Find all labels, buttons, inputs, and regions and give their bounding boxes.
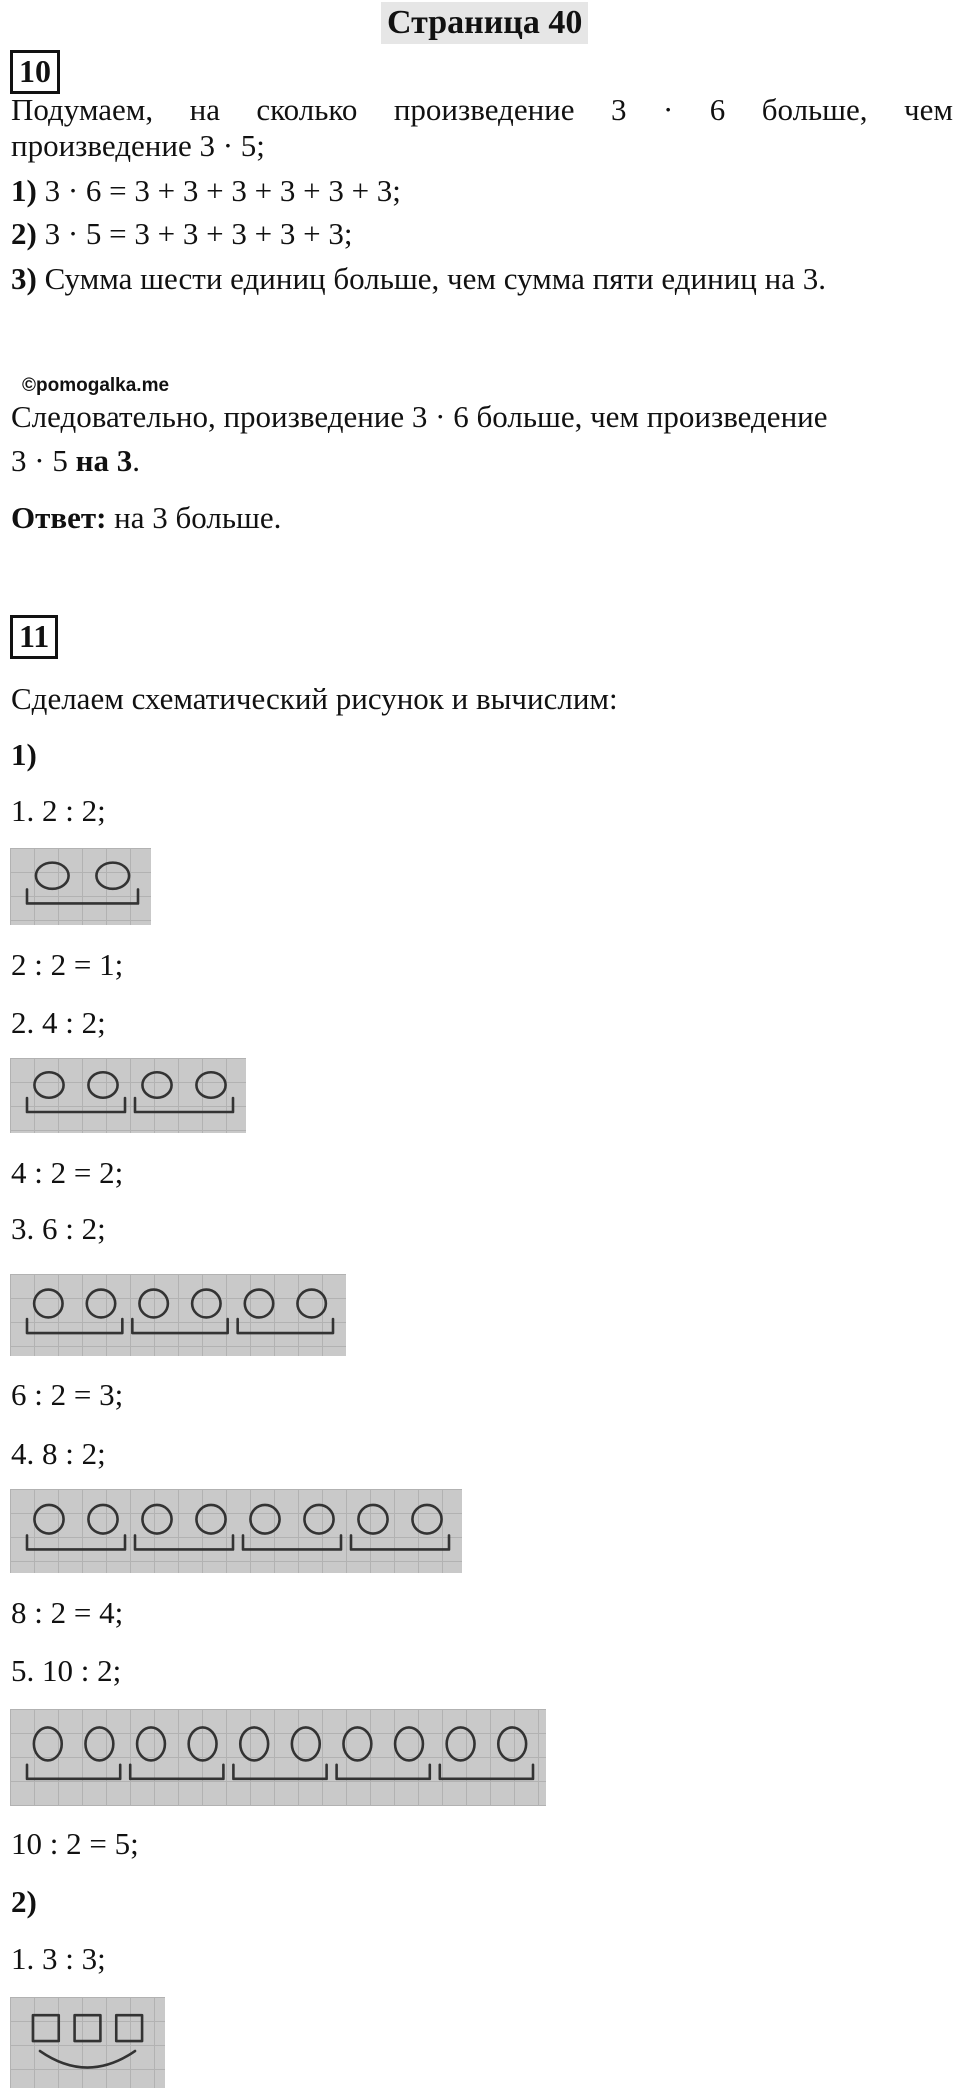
circle-mark: [34, 1505, 63, 1534]
item-4-drawing: [10, 1489, 462, 1573]
part2-item-1-expr: 1. 3 : 3;: [11, 1941, 106, 1976]
circle-mark: [304, 1505, 333, 1534]
task-10-step1-text: 3 · 6 = 3 + 3 + 3 + 3 + 3 + 3;: [36, 173, 401, 208]
group-bracket: [27, 1319, 122, 1333]
item-2-result: 4 : 2 = 2;: [11, 1155, 124, 1190]
group-bracket: [233, 1765, 326, 1779]
task-11-part1-label: [11, 736, 37, 774]
group-bracket: [351, 1535, 449, 1549]
square-mark: [33, 2015, 59, 2041]
circle-mark: [34, 1072, 63, 1098]
circles-drawing-svg: [10, 1058, 246, 1133]
circles-drawing-svg: [10, 848, 151, 925]
square-mark: [75, 2015, 101, 2041]
item-5-result: 10 : 2 = 5;: [11, 1826, 139, 1861]
item-2-expr: 2. 4 : 2;: [11, 1005, 106, 1040]
circle-mark: [96, 863, 129, 889]
circle-mark: [139, 1290, 167, 1318]
task-10-step2-label: 2): [11, 216, 37, 251]
group-bracket: [243, 1535, 341, 1549]
item-2-drawing: [10, 1058, 246, 1133]
task-10-conclusion-line1: Следовательно, произведение 3 · 6 больше, чем произведение: [11, 399, 828, 434]
circle-mark: [88, 1505, 117, 1534]
circle-mark: [240, 1727, 268, 1760]
circle-mark: [142, 1505, 171, 1534]
part2-item-1-drawing: [10, 1997, 165, 2088]
item-4-result: 8 : 2 = 4;: [11, 1595, 124, 1630]
circle-mark: [292, 1727, 320, 1760]
group-bracket: [27, 889, 138, 903]
conclusion-suffix: .: [132, 443, 140, 478]
squares-drawing-svg: [10, 1997, 165, 2088]
group-bracket: [27, 1098, 125, 1112]
task-11-number: 11: [10, 615, 58, 659]
circle-mark: [245, 1290, 273, 1318]
circles-drawing-svg: [10, 1709, 546, 1806]
circle-mark: [87, 1290, 115, 1318]
circle-mark: [36, 863, 69, 889]
group-bracket: [440, 1765, 533, 1779]
circle-mark: [137, 1727, 165, 1760]
item-3-drawing: [10, 1274, 346, 1356]
circle-mark: [297, 1290, 325, 1318]
group-bracket: [27, 1765, 120, 1779]
circle-mark: [189, 1727, 217, 1760]
item-5-expr: 5. 10 : 2;: [11, 1653, 122, 1688]
task-10-step3-text: Сумма шести единиц больше, чем сумма пяти единиц на 3.: [36, 261, 826, 296]
group-bracket: [135, 1535, 233, 1549]
task-10-intro-line1: Подумаем, на сколько произведение 3 · 6 больше, чем: [11, 92, 953, 127]
item-5-drawing: [10, 1709, 546, 1806]
circles-drawing-svg: [10, 1489, 462, 1573]
circle-mark: [498, 1727, 526, 1760]
circle-mark: [85, 1727, 113, 1760]
circle-mark: [395, 1727, 423, 1760]
group-arc: [40, 2051, 135, 2067]
circle-mark: [142, 1072, 171, 1098]
page-title: Страница 40: [381, 2, 588, 44]
answer-label: Ответ:: [11, 500, 107, 535]
group-bracket: [130, 1765, 223, 1779]
item-4-expr: 4. 8 : 2;: [11, 1436, 106, 1471]
task-10-intro-line2: произведение 3 · 5;: [11, 128, 265, 163]
item-3-result: 6 : 2 = 3;: [11, 1377, 124, 1412]
circle-mark: [34, 1727, 62, 1760]
group-bracket: [27, 1535, 125, 1549]
part2-label-text: 2): [11, 1884, 37, 1919]
task-10-conclusion-line2: [11, 442, 140, 480]
circle-mark: [34, 1290, 62, 1318]
circles-drawing-svg: [10, 1274, 346, 1356]
task-10-step2-text: 3 · 5 = 3 + 3 + 3 + 3 + 3;: [36, 216, 353, 251]
item-3-expr: 3. 6 : 2;: [11, 1211, 106, 1246]
task-10-step1-label: 1): [11, 173, 37, 208]
item-1-expr: 1. 2 : 2;: [11, 793, 106, 828]
conclusion-prefix: 3 · 5: [11, 443, 76, 478]
group-bracket: [132, 1319, 227, 1333]
group-bracket: [337, 1765, 430, 1779]
circle-mark: [358, 1505, 387, 1534]
group-bracket: [238, 1319, 333, 1333]
task-10-step3-label: 3): [11, 261, 37, 296]
circle-mark: [447, 1727, 475, 1760]
task-10-step2: [11, 215, 352, 253]
circle-mark: [412, 1505, 441, 1534]
task-10-step1: [11, 172, 401, 210]
task-10-answer: [11, 499, 281, 537]
task-10-number: 10: [10, 50, 60, 94]
item-1-drawing: [10, 848, 151, 925]
circle-mark: [192, 1290, 220, 1318]
watermark: ©pomogalka.me: [22, 375, 170, 396]
item-1-result: 2 : 2 = 1;: [11, 947, 124, 982]
task-10-step3: [11, 260, 826, 298]
answer-text: на 3 больше.: [106, 500, 282, 535]
group-bracket: [135, 1098, 233, 1112]
circle-mark: [196, 1072, 225, 1098]
circle-mark: [343, 1727, 371, 1760]
conclusion-bold: на 3: [75, 443, 133, 478]
task-11-intro: Сделаем схематический рисунок и вычислим:: [11, 681, 618, 716]
part1-label-text: 1): [11, 737, 37, 772]
square-mark: [116, 2015, 142, 2041]
circle-mark: [196, 1505, 225, 1534]
task-11-part2-label: [11, 1883, 37, 1921]
circle-mark: [250, 1505, 279, 1534]
circle-mark: [88, 1072, 117, 1098]
